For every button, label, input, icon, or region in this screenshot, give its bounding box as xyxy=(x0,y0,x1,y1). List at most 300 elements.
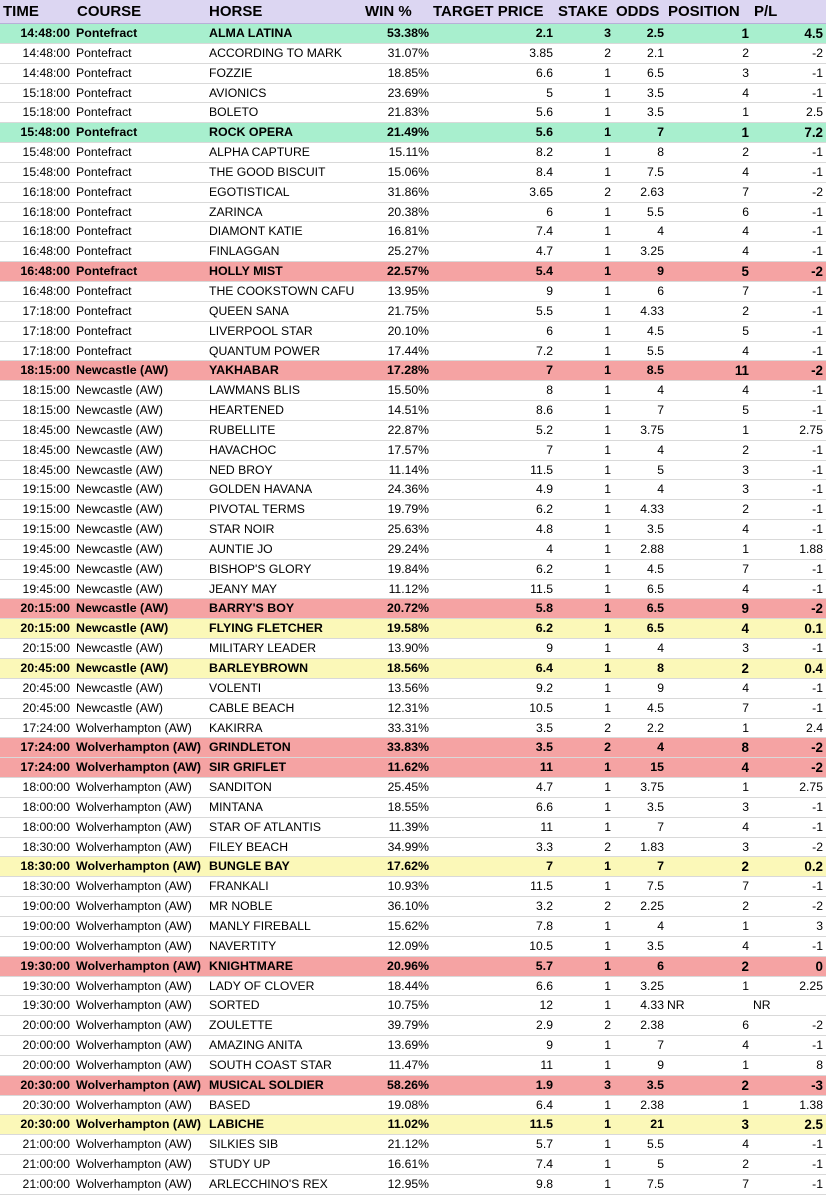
cell-win-pct[interactable]: 21.75% xyxy=(387,303,429,318)
cell-pl[interactable]: 0.1 xyxy=(804,621,823,637)
cell-horse[interactable]: KAKIRRA xyxy=(209,720,263,735)
cell-odds[interactable]: 3.5 xyxy=(647,105,664,120)
cell-time[interactable]: 18:45:00 xyxy=(22,462,70,477)
cell-horse[interactable]: ZARINCA xyxy=(209,204,263,219)
cell-position[interactable]: 7 xyxy=(742,879,749,894)
cell-time[interactable]: 20:30:00 xyxy=(20,1117,70,1132)
cell-horse[interactable]: VOLENTI xyxy=(209,680,262,695)
cell-odds[interactable]: 4 xyxy=(657,442,664,457)
cell-stake[interactable]: 1 xyxy=(604,1137,611,1152)
cell-time[interactable]: 16:18:00 xyxy=(22,184,70,199)
cell-position[interactable]: 1 xyxy=(742,780,749,795)
cell-horse[interactable]: SOUTH COAST STAR xyxy=(209,1057,332,1072)
cell-stake[interactable]: 1 xyxy=(604,998,611,1013)
cell-time[interactable]: 19:30:00 xyxy=(22,978,70,993)
cell-horse[interactable]: LAWMANS BLIS xyxy=(209,383,300,398)
cell-horse[interactable]: QUEEN SANA xyxy=(209,303,289,318)
cell-target-price[interactable]: 6.6 xyxy=(536,65,553,80)
cell-time[interactable]: 18:00:00 xyxy=(22,780,70,795)
cell-stake[interactable]: 1 xyxy=(604,224,611,239)
cell-pl[interactable]: -2 xyxy=(811,601,823,617)
cell-target-price[interactable]: 3.5 xyxy=(535,740,553,755)
cell-pl[interactable]: -1 xyxy=(812,700,823,715)
cell-position[interactable]: 5 xyxy=(742,403,749,418)
cell-win-pct[interactable]: 25.63% xyxy=(387,522,429,537)
cell-win-pct[interactable]: 29.24% xyxy=(387,541,429,556)
cell-course[interactable]: Newcastle (AW) xyxy=(76,661,169,675)
cell-position[interactable]: 3 xyxy=(741,1117,749,1133)
cell-time[interactable]: 16:48:00 xyxy=(20,264,70,279)
cell-course[interactable]: Newcastle (AW) xyxy=(76,422,163,437)
cell-pl[interactable]: -1 xyxy=(812,462,823,477)
cell-target-price[interactable]: 7.2 xyxy=(536,343,553,358)
cell-win-pct[interactable]: 21.12% xyxy=(387,1137,429,1152)
header-stake[interactable]: STAKE xyxy=(558,3,608,20)
cell-stake[interactable]: 2 xyxy=(604,1018,611,1033)
cell-stake[interactable]: 1 xyxy=(604,1057,611,1072)
cell-time[interactable]: 19:30:00 xyxy=(20,958,70,973)
cell-pl[interactable]: -2 xyxy=(811,363,823,379)
cell-target-price[interactable]: 6 xyxy=(546,204,553,219)
cell-stake[interactable]: 1 xyxy=(604,819,611,834)
cell-win-pct[interactable]: 15.62% xyxy=(387,918,429,933)
cell-stake[interactable]: 1 xyxy=(604,522,611,537)
cell-odds[interactable]: 7 xyxy=(657,403,664,418)
cell-odds[interactable]: 4.5 xyxy=(647,700,664,715)
cell-horse[interactable]: MR NOBLE xyxy=(209,899,273,914)
cell-odds[interactable]: 9 xyxy=(657,1057,664,1072)
cell-course[interactable]: Wolverhampton (AW) xyxy=(76,1038,192,1053)
cell-win-pct[interactable]: 33.31% xyxy=(387,720,429,735)
cell-target-price[interactable]: 12 xyxy=(539,998,553,1013)
cell-win-pct[interactable]: 31.07% xyxy=(387,45,429,60)
cell-horse[interactable]: EGOTISTICAL xyxy=(209,184,290,199)
cell-odds[interactable]: 6.5 xyxy=(647,65,664,80)
cell-horse[interactable]: BUNGLE BAY xyxy=(209,859,290,874)
cell-pl[interactable]: -1 xyxy=(812,343,823,358)
cell-course[interactable]: Pontefract xyxy=(76,45,132,60)
cell-pl[interactable]: -1 xyxy=(812,482,823,497)
cell-course[interactable]: Wolverhampton (AW) xyxy=(76,899,192,914)
cell-odds[interactable]: 3.5 xyxy=(646,1077,664,1092)
cell-win-pct[interactable]: 13.69% xyxy=(387,1038,429,1053)
cell-course[interactable]: Wolverhampton (AW) xyxy=(76,958,202,973)
cell-target-price[interactable]: 6.2 xyxy=(535,621,553,636)
cell-time[interactable]: 20:15:00 xyxy=(20,621,70,636)
cell-pl[interactable]: -1 xyxy=(812,204,823,219)
cell-odds[interactable]: 7 xyxy=(657,125,664,140)
cell-position[interactable]: 2 xyxy=(741,958,749,974)
cell-stake[interactable]: 1 xyxy=(604,442,611,457)
cell-pl[interactable]: 2.25 xyxy=(799,978,823,993)
cell-stake[interactable]: 3 xyxy=(604,26,611,40)
cell-time[interactable]: 20:45:00 xyxy=(20,661,70,675)
cell-target-price[interactable]: 11.5 xyxy=(529,1117,553,1132)
cell-stake[interactable]: 3 xyxy=(604,1077,611,1092)
cell-position[interactable]: 4 xyxy=(742,522,749,537)
cell-position[interactable]: 2 xyxy=(742,303,749,318)
cell-horse[interactable]: ARLECCHINO'S REX xyxy=(209,1176,328,1191)
cell-stake[interactable]: 1 xyxy=(604,422,611,437)
cell-stake[interactable]: 1 xyxy=(604,601,611,616)
cell-position[interactable]: 5 xyxy=(742,323,749,338)
cell-odds[interactable]: 8.5 xyxy=(646,363,664,378)
cell-horse[interactable]: JEANY MAY xyxy=(209,581,277,596)
cell-stake[interactable]: 1 xyxy=(604,363,611,378)
cell-stake[interactable]: 2 xyxy=(604,899,611,914)
cell-odds[interactable]: 4.33 xyxy=(640,502,664,517)
cell-stake[interactable]: 1 xyxy=(604,918,611,933)
cell-horse[interactable]: AVIONICS xyxy=(209,85,267,100)
cell-horse[interactable]: ZOULETTE xyxy=(209,1018,273,1033)
cell-time[interactable]: 18:45:00 xyxy=(22,422,70,437)
cell-odds[interactable]: 4 xyxy=(657,918,664,933)
cell-course[interactable]: Wolverhampton (AW) xyxy=(76,938,192,953)
cell-win-pct[interactable]: 13.90% xyxy=(387,641,429,656)
cell-position[interactable]: 11 xyxy=(734,363,749,379)
cell-horse[interactable]: STAR NOIR xyxy=(209,522,275,537)
cell-horse[interactable]: LABICHE xyxy=(209,1117,265,1132)
cell-course[interactable]: Pontefract xyxy=(76,343,132,358)
cell-pl[interactable]: -1 xyxy=(812,442,823,457)
cell-time[interactable]: 19:45:00 xyxy=(22,561,70,576)
cell-win-pct[interactable]: 15.06% xyxy=(387,164,429,179)
cell-time[interactable]: 19:30:00 xyxy=(22,998,70,1013)
cell-time[interactable]: 20:15:00 xyxy=(20,601,70,616)
cell-target-price[interactable]: 9.8 xyxy=(536,1176,553,1191)
cell-time[interactable]: 14:48:00 xyxy=(22,45,70,60)
cell-win-pct[interactable]: 20.72% xyxy=(386,601,429,616)
cell-win-pct[interactable]: 21.49% xyxy=(386,125,429,140)
cell-course[interactable]: Newcastle (AW) xyxy=(76,601,169,616)
cell-win-pct[interactable]: 34.99% xyxy=(387,839,429,854)
cell-time[interactable]: 17:24:00 xyxy=(20,740,70,755)
cell-target-price[interactable]: 3.2 xyxy=(536,899,553,914)
cell-odds[interactable]: 3.5 xyxy=(647,85,664,100)
cell-win-pct[interactable]: 16.81% xyxy=(387,224,429,239)
cell-pl[interactable]: -1 xyxy=(812,819,823,834)
cell-stake[interactable]: 1 xyxy=(604,680,611,695)
cell-course[interactable]: Wolverhampton (AW) xyxy=(76,839,192,854)
cell-horse[interactable]: HAVACHOC xyxy=(209,442,277,457)
cell-horse[interactable]: SIR GRIFLET xyxy=(209,760,287,775)
cell-position[interactable]: 2 xyxy=(742,442,749,457)
cell-pl[interactable]: -2 xyxy=(811,264,823,280)
cell-course[interactable]: Newcastle (AW) xyxy=(76,581,163,596)
cell-horse[interactable]: NAVERTITY xyxy=(209,938,277,953)
cell-odds[interactable]: 6.5 xyxy=(647,581,664,596)
cell-stake[interactable]: 1 xyxy=(604,700,611,715)
cell-pl[interactable]: -3 xyxy=(811,1077,823,1093)
cell-stake[interactable]: 1 xyxy=(604,85,611,100)
cell-time[interactable]: 20:00:00 xyxy=(22,1018,70,1033)
cell-time[interactable]: 16:48:00 xyxy=(22,244,70,259)
cell-stake[interactable]: 1 xyxy=(604,561,611,576)
cell-time[interactable]: 16:18:00 xyxy=(22,224,70,239)
cell-time[interactable]: 17:18:00 xyxy=(22,323,70,338)
cell-odds[interactable]: 6 xyxy=(657,958,664,973)
cell-win-pct[interactable]: 22.87% xyxy=(387,422,429,437)
cell-horse[interactable]: BASED xyxy=(209,1097,251,1112)
cell-stake[interactable]: 1 xyxy=(604,958,611,973)
cell-win-pct[interactable]: 11.39% xyxy=(388,819,429,834)
cell-odds[interactable]: 4 xyxy=(657,482,664,497)
cell-pl[interactable]: -1 xyxy=(812,283,823,298)
cell-target-price[interactable]: 11.5 xyxy=(530,879,553,894)
cell-target-price[interactable]: 10.5 xyxy=(529,938,553,953)
cell-win-pct[interactable]: 20.38% xyxy=(387,204,429,219)
cell-target-price[interactable]: 4.9 xyxy=(536,482,553,497)
cell-target-price[interactable]: 2.9 xyxy=(536,1018,553,1033)
cell-stake[interactable]: 1 xyxy=(604,502,611,517)
cell-odds[interactable]: 5 xyxy=(657,462,664,477)
cell-horse[interactable]: DIAMONT KATIE xyxy=(209,224,303,239)
cell-horse[interactable]: SORTED xyxy=(209,998,260,1013)
cell-pl[interactable]: -1 xyxy=(812,680,823,695)
cell-target-price[interactable]: 5.2 xyxy=(536,422,553,437)
cell-course[interactable]: Newcastle (AW) xyxy=(76,680,163,695)
cell-stake[interactable]: 2 xyxy=(604,720,611,735)
cell-position[interactable]: 3 xyxy=(742,65,749,80)
cell-odds[interactable]: 2.5 xyxy=(646,26,664,40)
cell-win-pct[interactable]: 20.10% xyxy=(387,323,429,338)
cell-time[interactable]: 20:00:00 xyxy=(22,1057,70,1072)
cell-course[interactable]: Newcastle (AW) xyxy=(76,383,163,398)
cell-target-price[interactable]: 5.6 xyxy=(535,125,553,140)
cell-pl[interactable]: 7.2 xyxy=(804,125,823,141)
cell-odds[interactable]: 8 xyxy=(657,661,664,675)
cell-stake[interactable]: 1 xyxy=(604,462,611,477)
cell-time[interactable]: 21:00:00 xyxy=(22,1137,70,1152)
cell-course[interactable]: Newcastle (AW) xyxy=(76,522,163,537)
cell-time[interactable]: 17:24:00 xyxy=(22,720,70,735)
cell-odds[interactable]: 4.33 xyxy=(640,303,664,318)
cell-stake[interactable]: 1 xyxy=(604,1176,611,1191)
header-target-price[interactable]: TARGET PRICE xyxy=(433,3,544,20)
cell-horse[interactable]: FLYING FLETCHER xyxy=(209,621,323,636)
cell-target-price[interactable]: 2.1 xyxy=(535,26,553,40)
cell-horse[interactable]: MANLY FIREBALL xyxy=(209,918,311,933)
cell-win-pct[interactable]: 12.31% xyxy=(387,700,429,715)
cell-horse[interactable]: BARRY'S BOY xyxy=(209,601,295,616)
cell-position[interactable]: 4 xyxy=(742,164,749,179)
cell-target-price[interactable]: 6.2 xyxy=(536,502,553,517)
cell-position[interactable]: 1 xyxy=(742,1097,749,1112)
cell-win-pct[interactable]: 12.09% xyxy=(387,938,429,953)
cell-course[interactable]: Wolverhampton (AW) xyxy=(76,978,192,993)
cell-pl[interactable]: -2 xyxy=(812,839,823,854)
cell-course[interactable]: Wolverhampton (AW) xyxy=(76,760,202,775)
cell-pl[interactable]: -1 xyxy=(812,522,823,537)
cell-odds[interactable]: 3.25 xyxy=(640,978,664,993)
header-position[interactable]: POSITION xyxy=(668,3,740,20)
cell-pl[interactable]: -2 xyxy=(812,899,823,914)
cell-odds[interactable]: 9 xyxy=(657,264,664,279)
cell-horse[interactable]: ALMA LATINA xyxy=(209,26,293,40)
cell-time[interactable]: 18:30:00 xyxy=(20,859,70,874)
cell-target-price[interactable]: 11 xyxy=(539,760,553,775)
cell-win-pct[interactable]: 53.38% xyxy=(386,26,429,40)
cell-time[interactable]: 21:00:00 xyxy=(22,1176,70,1191)
cell-odds[interactable]: 2.25 xyxy=(640,899,664,914)
cell-odds[interactable]: 4 xyxy=(657,224,664,239)
cell-time[interactable]: 15:48:00 xyxy=(22,145,70,160)
cell-course[interactable]: Wolverhampton (AW) xyxy=(76,1176,192,1191)
cell-target-price[interactable]: 3.3 xyxy=(536,839,553,854)
cell-course[interactable]: Newcastle (AW) xyxy=(76,541,163,556)
cell-win-pct[interactable]: 11.12% xyxy=(388,581,429,596)
cell-horse[interactable]: FILEY BEACH xyxy=(209,839,289,854)
cell-odds[interactable]: 2.88 xyxy=(640,541,664,556)
cell-course[interactable]: Newcastle (AW) xyxy=(76,561,163,576)
cell-win-pct[interactable]: 17.28% xyxy=(386,363,429,378)
cell-time[interactable]: 16:48:00 xyxy=(22,283,70,298)
cell-win-pct[interactable]: 11.62% xyxy=(387,760,429,775)
cell-course[interactable]: Wolverhampton (AW) xyxy=(76,799,192,814)
cell-stake[interactable]: 1 xyxy=(604,641,611,656)
cell-stake[interactable]: 1 xyxy=(604,105,611,120)
cell-time[interactable]: 18:15:00 xyxy=(22,383,70,398)
cell-position[interactable]: 2 xyxy=(741,661,749,676)
cell-horse[interactable]: CABLE BEACH xyxy=(209,700,295,715)
cell-horse[interactable]: STAR OF ATLANTIS xyxy=(209,819,321,834)
cell-time[interactable]: 18:00:00 xyxy=(22,819,70,834)
cell-odds[interactable]: 4 xyxy=(657,641,664,656)
cell-pl[interactable]: -1 xyxy=(812,879,823,894)
cell-horse[interactable]: SANDITON xyxy=(209,780,272,795)
cell-win-pct[interactable]: 10.93% xyxy=(387,879,429,894)
cell-target-price[interactable]: 6.4 xyxy=(536,1097,553,1112)
cell-pl[interactable]: -2 xyxy=(812,1018,823,1033)
cell-pl[interactable]: -1 xyxy=(812,85,823,100)
cell-course[interactable]: Wolverhampton (AW) xyxy=(76,1077,202,1092)
cell-course[interactable]: Wolverhampton (AW) xyxy=(76,1137,192,1152)
cell-target-price[interactable]: 9 xyxy=(546,1038,553,1053)
cell-pl[interactable]: -1 xyxy=(812,224,823,239)
cell-pl[interactable]: 4.5 xyxy=(804,26,823,41)
cell-pl[interactable]: -1 xyxy=(812,502,823,517)
cell-position[interactable]: 1 xyxy=(742,105,749,120)
cell-position[interactable]: 1 xyxy=(741,26,749,41)
cell-position[interactable]: 1 xyxy=(742,978,749,993)
cell-position[interactable]: 6 xyxy=(742,1018,749,1033)
cell-position[interactable]: 4 xyxy=(742,1038,749,1053)
cell-stake[interactable]: 1 xyxy=(604,541,611,556)
cell-target-price[interactable]: 5.5 xyxy=(536,303,553,318)
cell-win-pct[interactable]: 22.57% xyxy=(386,264,429,279)
cell-stake[interactable]: 1 xyxy=(604,760,611,775)
cell-course[interactable]: Wolverhampton (AW) xyxy=(76,879,192,894)
cell-course[interactable]: Pontefract xyxy=(76,264,138,279)
cell-pl[interactable]: -1 xyxy=(812,403,823,418)
cell-time[interactable]: 15:48:00 xyxy=(20,125,70,140)
cell-course[interactable]: Pontefract xyxy=(76,85,132,100)
cell-horse[interactable]: HEARTENED xyxy=(209,403,284,418)
cell-horse[interactable]: GOLDEN HAVANA xyxy=(209,482,313,497)
cell-pl[interactable]: -1 xyxy=(812,1137,823,1152)
cell-target-price[interactable]: 9.2 xyxy=(536,680,553,695)
cell-time[interactable]: 18:30:00 xyxy=(22,839,70,854)
cell-stake[interactable]: 1 xyxy=(604,1097,611,1112)
cell-time[interactable]: 15:48:00 xyxy=(22,164,70,179)
cell-target-price[interactable]: 6.2 xyxy=(536,561,553,576)
cell-odds[interactable]: 3.75 xyxy=(640,422,664,437)
cell-time[interactable]: 17:24:00 xyxy=(20,760,70,775)
header-win[interactable]: WIN % xyxy=(365,3,412,20)
cell-horse[interactable]: MINTANA xyxy=(209,799,263,814)
cell-time[interactable]: 18:45:00 xyxy=(22,442,70,457)
cell-stake[interactable]: 1 xyxy=(604,145,611,160)
cell-time[interactable]: 19:00:00 xyxy=(22,938,70,953)
cell-course[interactable]: Pontefract xyxy=(76,303,132,318)
cell-position[interactable]: 9 xyxy=(741,601,749,617)
header-pl[interactable]: P/L xyxy=(754,3,778,20)
cell-horse[interactable]: THE GOOD BISCUIT xyxy=(209,164,326,179)
cell-position[interactable]: 7 xyxy=(742,700,749,715)
cell-target-price[interactable]: 11.5 xyxy=(530,462,553,477)
cell-stake[interactable]: 1 xyxy=(604,799,611,814)
cell-win-pct[interactable]: 58.26% xyxy=(386,1077,429,1092)
cell-win-pct[interactable]: 25.27% xyxy=(387,244,429,259)
cell-win-pct[interactable]: 18.44% xyxy=(387,978,429,993)
cell-time[interactable]: 18:30:00 xyxy=(22,879,70,894)
cell-horse[interactable]: ALPHA CAPTURE xyxy=(209,145,310,160)
cell-stake[interactable]: 2 xyxy=(604,839,611,854)
cell-target-price[interactable]: 1.9 xyxy=(535,1077,553,1092)
cell-target-price[interactable]: 9 xyxy=(546,641,553,656)
cell-win-pct[interactable]: 20.96% xyxy=(386,958,429,973)
cell-horse[interactable]: ACCORDING TO MARK xyxy=(209,45,342,60)
cell-stake[interactable]: 1 xyxy=(604,65,611,80)
cell-odds[interactable]: 6 xyxy=(657,283,664,298)
cell-position[interactable]: 2 xyxy=(742,45,749,60)
cell-target-price[interactable]: 11.5 xyxy=(530,581,553,596)
cell-pl[interactable]: 2.75 xyxy=(799,780,823,795)
cell-stake[interactable]: 1 xyxy=(604,403,611,418)
cell-time[interactable]: 15:18:00 xyxy=(22,85,70,100)
cell-win-pct[interactable]: 15.11% xyxy=(388,145,429,160)
cell-target-price[interactable]: 6.6 xyxy=(536,799,553,814)
cell-pl[interactable]: -1 xyxy=(812,164,823,179)
cell-course[interactable]: Wolverhampton (AW) xyxy=(76,780,192,795)
cell-pl[interactable]: 2.5 xyxy=(806,105,823,120)
cell-win-pct[interactable]: 10.75% xyxy=(387,998,429,1013)
cell-time[interactable]: 14:48:00 xyxy=(22,65,70,80)
cell-target-price[interactable]: 7.4 xyxy=(536,224,553,239)
cell-target-price[interactable]: 7.4 xyxy=(536,1157,553,1172)
cell-odds[interactable]: 7 xyxy=(657,1038,664,1053)
cell-target-price[interactable]: 11 xyxy=(540,819,553,834)
cell-target-price[interactable]: 10.5 xyxy=(529,700,553,715)
cell-pl[interactable]: -1 xyxy=(812,1176,823,1191)
cell-course[interactable]: Wolverhampton (AW) xyxy=(76,998,192,1013)
cell-stake[interactable]: 1 xyxy=(604,661,611,675)
cell-position[interactable]: 1 xyxy=(742,918,749,933)
cell-odds[interactable]: 4.33 xyxy=(640,998,664,1013)
cell-horse[interactable]: YAKHABAR xyxy=(209,363,279,378)
cell-odds[interactable]: 5.5 xyxy=(647,343,664,358)
cell-pl[interactable]: 0.2 xyxy=(804,859,823,875)
cell-target-price[interactable]: 8.4 xyxy=(536,164,553,179)
cell-target-price[interactable]: 9 xyxy=(546,283,553,298)
cell-pl[interactable]: -1 xyxy=(812,145,823,160)
cell-target-price[interactable]: 7 xyxy=(546,442,553,457)
cell-win-pct[interactable]: 19.08% xyxy=(387,1097,429,1112)
cell-odds[interactable]: 8 xyxy=(657,145,664,160)
cell-pl[interactable]: -1 xyxy=(812,323,823,338)
cell-stake[interactable]: 1 xyxy=(604,621,611,636)
cell-time[interactable]: 17:18:00 xyxy=(22,303,70,318)
